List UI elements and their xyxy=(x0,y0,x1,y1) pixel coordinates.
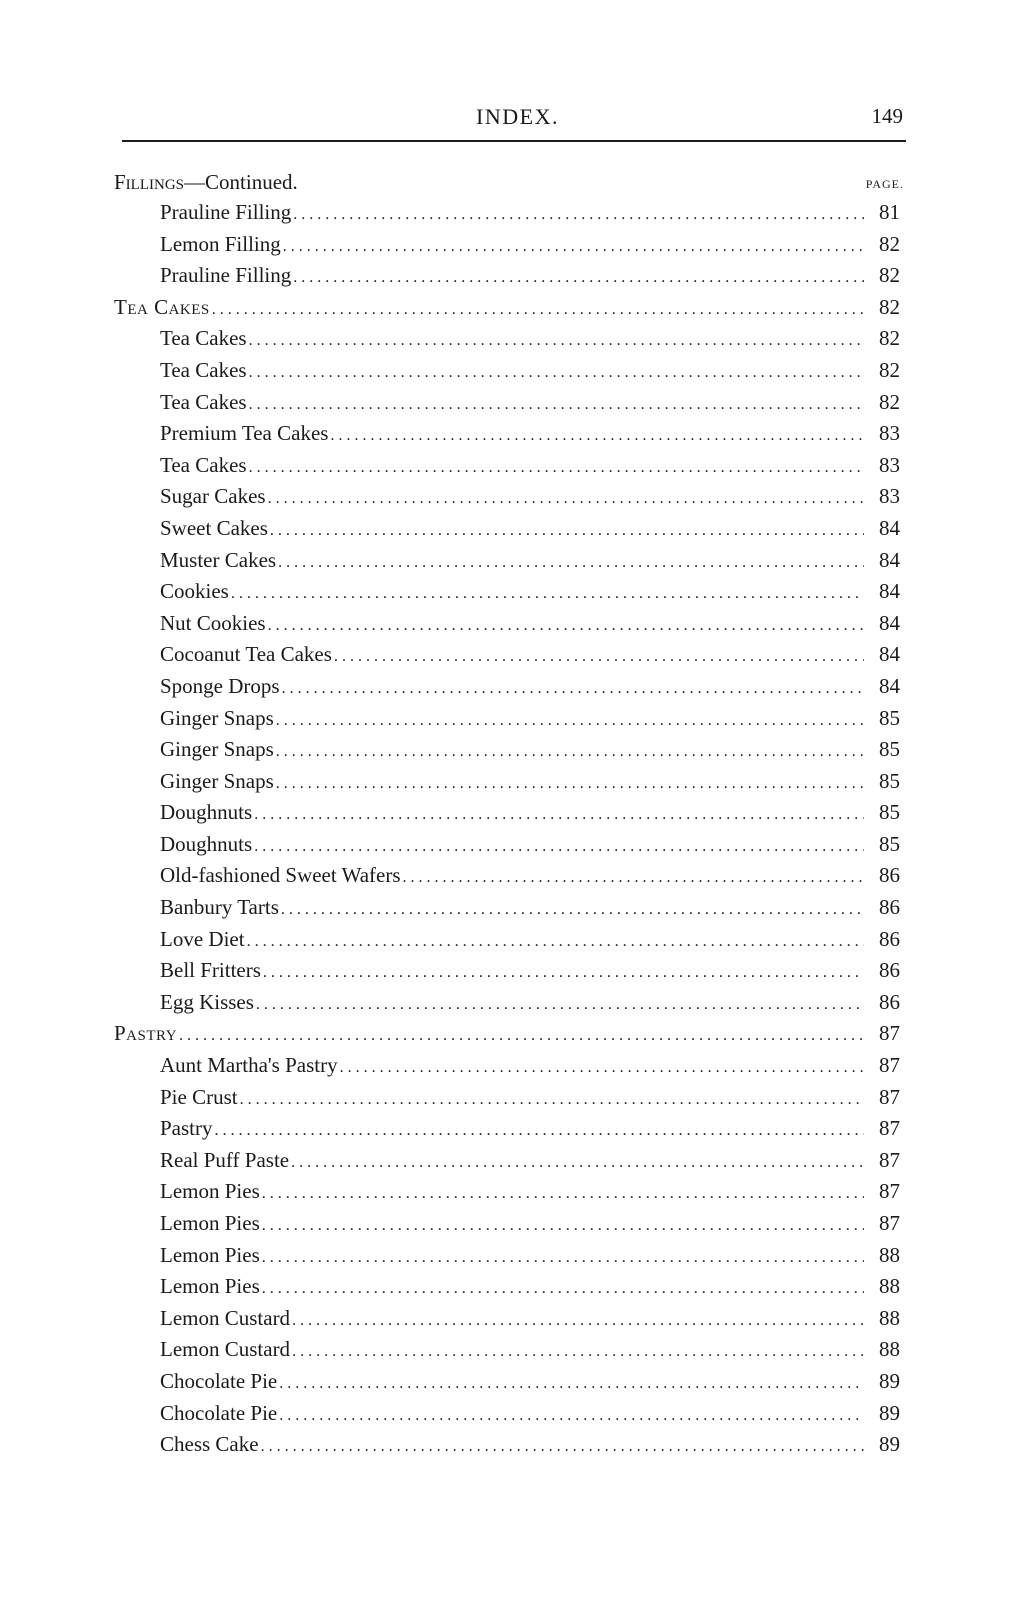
page-number: 149 xyxy=(871,104,903,128)
index-entry xyxy=(114,1271,906,1303)
entry-page-number: 87 xyxy=(879,1179,900,1204)
index-entry xyxy=(114,1366,906,1398)
entry-page-number: 82 xyxy=(879,326,900,351)
index-entry xyxy=(114,829,906,861)
entry-label: Ginger Snaps xyxy=(160,705,274,730)
dot-leader xyxy=(278,547,864,579)
dot-leader xyxy=(270,515,864,547)
section-title-rest: —Continued. xyxy=(184,170,298,194)
entry-page-number: 82 xyxy=(879,389,900,414)
entry-page-number: 87 xyxy=(879,1147,900,1172)
entry-page-number: 88 xyxy=(879,1274,900,1299)
section-heading xyxy=(114,170,906,196)
index-entry xyxy=(114,766,906,798)
index-entry xyxy=(114,1398,906,1430)
entry-label: Premium Tea Cakes xyxy=(160,421,329,446)
entry-label: Prauline Filling xyxy=(160,200,292,224)
entry-page-number: 87 xyxy=(879,1053,900,1078)
index-heading-entry xyxy=(114,1018,906,1050)
entry-page-number: 86 xyxy=(879,989,900,1014)
entry-page-number: 83 xyxy=(879,484,900,509)
index-entry xyxy=(114,734,906,766)
dot-leader xyxy=(249,389,864,421)
index-entry xyxy=(114,197,906,229)
entry-page-number: 89 xyxy=(879,1400,900,1425)
entry-label: Sugar Cakes xyxy=(160,484,266,509)
entry-page-number: 82 xyxy=(879,294,900,319)
index-entry xyxy=(114,924,906,956)
running-head xyxy=(0,104,1035,134)
dot-leader xyxy=(282,673,864,705)
index-entry xyxy=(114,1176,906,1208)
index-entry xyxy=(114,355,906,387)
entry-label: Sweet Cakes xyxy=(160,515,268,540)
index-entry xyxy=(114,671,906,703)
index-entry xyxy=(114,1082,906,1114)
dot-leader xyxy=(215,1115,865,1147)
entry-page-number: 85 xyxy=(879,831,900,856)
dot-leader xyxy=(292,1336,864,1368)
index-entry xyxy=(114,260,906,292)
index-entry xyxy=(114,481,906,513)
dot-leader xyxy=(240,1084,864,1116)
entry-label: Nut Cookies xyxy=(160,610,266,635)
entry-page-number: 85 xyxy=(879,768,900,793)
dot-leader xyxy=(262,1273,864,1305)
index-entry xyxy=(114,1050,906,1082)
dot-leader xyxy=(268,610,864,642)
dot-leader xyxy=(179,1020,864,1052)
entry-label: Tea Cakes xyxy=(160,326,247,351)
index-entry xyxy=(114,860,906,892)
entry-page-number: 84 xyxy=(879,579,900,604)
entry-label: Chocolate Pie xyxy=(160,1400,278,1425)
section-title-lead: Fillings xyxy=(114,170,185,194)
entry-label: Egg Kisses xyxy=(160,989,254,1014)
entry-page-number: 88 xyxy=(879,1305,900,1330)
dot-leader xyxy=(254,799,864,831)
index-entry xyxy=(114,576,906,608)
index-entry xyxy=(114,892,906,924)
dot-leader xyxy=(276,768,864,800)
index-entry xyxy=(114,639,906,671)
entry-page-number: 82 xyxy=(879,231,900,256)
entry-label: Chess Cake xyxy=(160,1432,259,1457)
dot-leader xyxy=(231,578,864,610)
entry-page-number: 87 xyxy=(879,1211,900,1235)
entry-label: Chocolate Pie xyxy=(160,1368,278,1393)
entry-page-number: 84 xyxy=(879,515,900,540)
entry-page-number: 83 xyxy=(879,421,900,446)
index-entry xyxy=(114,513,906,545)
entry-page-number: 85 xyxy=(879,737,900,762)
entry-label: Lemon Pies xyxy=(160,1274,260,1299)
index-entry xyxy=(114,987,906,1019)
dot-leader xyxy=(249,325,864,357)
index-entry xyxy=(114,387,906,419)
entry-label: Lemon Custard xyxy=(160,1337,291,1362)
entry-label: Muster Cakes xyxy=(160,547,277,572)
dot-leader xyxy=(403,862,864,894)
index-entry xyxy=(114,797,906,829)
entry-page-number: 86 xyxy=(879,863,900,888)
dot-leader xyxy=(212,294,864,326)
entry-label: Prauline Filling xyxy=(160,263,292,288)
entry-label: Ginger Snaps xyxy=(160,768,274,793)
entry-page-number: 88 xyxy=(879,1337,900,1362)
dot-leader xyxy=(293,262,864,294)
section-title xyxy=(114,170,298,195)
entry-label: Ginger Snaps xyxy=(160,737,274,762)
dot-leader xyxy=(249,452,864,484)
index-entry xyxy=(114,1240,906,1272)
index-entry xyxy=(114,323,906,355)
index-entry xyxy=(114,1208,906,1240)
entry-page-number: 88 xyxy=(879,1242,900,1267)
entry-page-number: 82 xyxy=(879,357,900,382)
dot-leader xyxy=(340,1052,864,1084)
dot-leader xyxy=(247,926,864,958)
dot-leader xyxy=(254,831,864,863)
entry-page-number: 85 xyxy=(879,800,900,825)
dot-leader xyxy=(249,357,864,389)
entry-label: Pastry xyxy=(160,1116,213,1141)
entry-page-number: 87 xyxy=(879,1084,900,1109)
dot-leader xyxy=(283,231,864,263)
index-entries xyxy=(114,197,906,1461)
index-entry xyxy=(114,1429,906,1461)
entry-page-number: 81 xyxy=(879,200,900,224)
entry-label: Tea Cakes xyxy=(160,357,247,382)
entry-page-number: 84 xyxy=(879,642,900,667)
index-entry xyxy=(114,1303,906,1335)
entry-label: Tea Cakes xyxy=(114,294,210,319)
entry-page-number: 89 xyxy=(879,1432,900,1457)
entry-page-number: 84 xyxy=(879,610,900,635)
entry-page-number: 84 xyxy=(879,673,900,698)
index-entry xyxy=(114,229,906,261)
header-rule xyxy=(122,140,906,142)
entry-page-number: 86 xyxy=(879,926,900,951)
entry-page-number: 82 xyxy=(879,263,900,288)
entry-page-number: 84 xyxy=(879,547,900,572)
entry-label: Doughnuts xyxy=(160,831,253,856)
dot-leader xyxy=(262,1178,864,1210)
index-entry xyxy=(114,1145,906,1177)
entry-label: Pastry xyxy=(114,1021,178,1046)
dot-leader xyxy=(291,1147,864,1179)
dot-leader xyxy=(261,1431,864,1463)
index-entry xyxy=(114,1113,906,1145)
entry-page-number: 83 xyxy=(879,452,900,477)
dot-leader xyxy=(262,1210,864,1242)
entry-label: Lemon Filling xyxy=(160,231,281,256)
page-column-label: PAGE. xyxy=(865,177,904,191)
dot-leader xyxy=(330,420,864,452)
entry-page-number: 85 xyxy=(879,705,900,730)
index-heading-entry xyxy=(114,292,906,324)
entry-label: Love Diet xyxy=(160,926,245,951)
page-title: INDEX. xyxy=(476,104,559,129)
entry-label: Sponge Drops xyxy=(160,673,280,698)
entry-label: Cookies xyxy=(160,579,229,604)
index-entry xyxy=(114,545,906,577)
dot-leader xyxy=(281,894,864,926)
index-entry xyxy=(114,450,906,482)
entry-page-number: 86 xyxy=(879,958,900,983)
dot-leader xyxy=(292,1305,864,1337)
dot-leader xyxy=(279,1400,864,1432)
entry-label: Real Puff Paste xyxy=(160,1147,290,1172)
entry-label: Lemon Pies xyxy=(160,1211,260,1235)
entry-label: Lemon Custard xyxy=(160,1305,291,1330)
dot-leader xyxy=(262,1242,864,1274)
dot-leader xyxy=(256,989,864,1021)
entry-page-number: 89 xyxy=(879,1368,900,1393)
entry-label: Doughnuts xyxy=(160,800,253,825)
dot-leader xyxy=(279,1368,864,1400)
dot-leader xyxy=(276,736,864,768)
index-entry xyxy=(114,955,906,987)
index-entry xyxy=(114,418,906,450)
dot-leader xyxy=(293,199,864,231)
entry-page-number: 87 xyxy=(879,1116,900,1141)
entry-label: Lemon Pies xyxy=(160,1179,260,1204)
entry-label: Old-fashioned Sweet Wafers xyxy=(160,863,401,888)
index-entry xyxy=(114,703,906,735)
dot-leader xyxy=(263,957,864,989)
entry-page-number: 87 xyxy=(879,1021,900,1046)
entry-label: Tea Cakes xyxy=(160,389,247,414)
entry-label: Cocoanut Tea Cakes xyxy=(160,642,332,667)
entry-page-number: 86 xyxy=(879,895,900,920)
entry-label: Tea Cakes xyxy=(160,452,247,477)
entry-label: Bell Fritters xyxy=(160,958,261,983)
index-entry xyxy=(114,608,906,640)
dot-leader xyxy=(334,641,864,673)
entry-label: Banbury Tarts xyxy=(160,895,279,920)
entry-label: Pie Crust xyxy=(160,1084,238,1109)
entry-label: Lemon Pies xyxy=(160,1242,260,1267)
index-entry xyxy=(114,1334,906,1366)
dot-leader xyxy=(276,705,864,737)
entry-label: Aunt Martha's Pastry xyxy=(160,1053,338,1078)
dot-leader xyxy=(268,483,864,515)
